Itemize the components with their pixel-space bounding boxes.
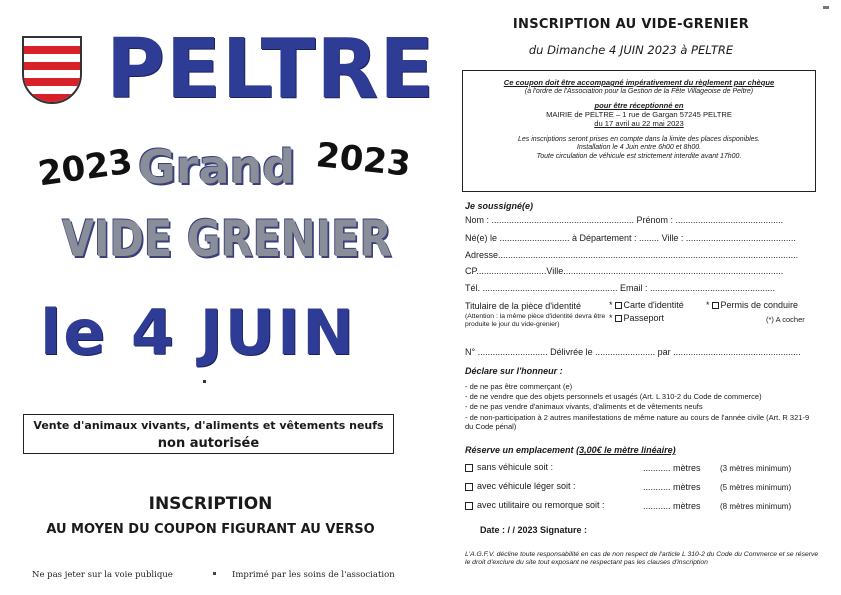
license-option[interactable] xyxy=(706,300,798,310)
date-signature-line[interactable]: Date : / / 2023 Signature : xyxy=(480,525,588,535)
coupon-line-5: du 17 avril au 22 mai 2023 xyxy=(594,119,684,129)
inscription-heading: INSCRIPTION xyxy=(148,494,273,514)
declaration-item-1: - de ne pas être commerçant (e) xyxy=(465,382,573,391)
checkbox-icon[interactable] xyxy=(712,302,719,309)
coupon-line-2: (à l'ordre de l'Association pour la Gestion de la Fête Villageoise de Peltre) xyxy=(524,87,754,95)
phone-email-field[interactable]: Tél. ...................................................... Email : .................................................. xyxy=(465,283,776,293)
option-utility-vehicle-meters[interactable]: ........... mètres xyxy=(643,501,701,511)
document-number-field[interactable]: N° ............................ Délivrée le ........................ par ................................................... xyxy=(465,347,801,357)
star-mark: * xyxy=(609,300,613,310)
option-light-vehicle: avec véhicule léger soit : xyxy=(477,481,576,491)
id-card-label: Carte d'identité xyxy=(623,300,684,310)
checkbox-icon[interactable] xyxy=(615,315,622,322)
name-field[interactable]: Nom : ......................................................... Prénom : ........................................... xyxy=(465,215,784,225)
year-right: 2023 xyxy=(314,135,413,185)
id-holder-label: Titulaire de la pièce d'identité xyxy=(465,301,581,311)
event-date: le 4 JUIN xyxy=(40,296,356,369)
postcode-city-field[interactable]: CP............................Ville........................................................................................ xyxy=(465,266,784,276)
footer-right: Imprimé par les soins de l'association xyxy=(232,570,395,580)
id-note: (Attention : la même pièce d'identité devra être produite le jour du vide-grenier) xyxy=(465,313,606,329)
option-utility-vehicle: avec utilitaire ou remorque soit : xyxy=(477,500,605,510)
declaration-item-2: - de ne vendre que des objets personnels et usagés (Art. L 310-2 du Code de commerce) xyxy=(465,392,762,401)
coupon-line-1: Ce coupon doit être accompagné impérativement du règlement par chèque xyxy=(503,78,775,87)
checkbox-icon[interactable] xyxy=(465,483,473,491)
passport-option[interactable] xyxy=(609,313,664,323)
checkbox-icon[interactable] xyxy=(465,464,473,472)
coupon-line-3: pour être réceptionné en xyxy=(594,101,684,111)
declaration-item-4: - de non-participation à 2 autres manifestations de même nature au cours de l'année civile (Art. R 321-9 du Code pénal) xyxy=(465,413,810,431)
decorative-mark xyxy=(213,572,216,575)
coupon-line-8: Toute circulation de véhicule est strictement interdite avant 17h00. xyxy=(536,152,742,160)
option-light-vehicle-meters[interactable]: ........... mètres xyxy=(643,482,701,492)
option-no-vehicle-meters[interactable]: ........... mètres xyxy=(643,463,701,473)
declaration-heading: Déclare sur l'honneur : xyxy=(465,366,563,376)
coupon-line-4: MAIRIE de PELTRE – 1 rue de Gargan 57245 PELTRE xyxy=(546,110,732,120)
option-utility-vehicle-min: (8 mètres minimum) xyxy=(720,502,792,511)
tick-note: (*) A cocher xyxy=(766,315,805,324)
checkbox-icon[interactable] xyxy=(465,502,473,510)
declaration-item-3: - de ne pas vendre d'animaux vivants, d'aliments et de vêtements neufs xyxy=(465,402,703,411)
passport-label: Passeport xyxy=(623,313,665,323)
scan-mark xyxy=(823,6,829,9)
warning-line-2: non autorisée xyxy=(157,436,260,451)
footer-left: Ne pas jeter sur la voie publique xyxy=(32,570,173,580)
coat-of-arms-icon xyxy=(22,36,82,104)
license-label: Permis de conduire xyxy=(720,300,799,310)
birth-field[interactable]: Né(e) le ............................ à Département : ........ Ville : ............................................ xyxy=(465,233,796,243)
town-title: PELTRE xyxy=(106,22,436,117)
form-subtitle: du Dimanche 4 JUIN 2023 à PELTRE xyxy=(528,43,734,57)
warning-line-1: Vente d'animaux vivants, d'aliments et vêtements neufs xyxy=(33,419,384,432)
star-mark: * xyxy=(706,300,710,310)
vide-grenier-title: VIDE GRENIER xyxy=(62,210,392,268)
disclaimer: L'A.G.F.V. décline toute responsabilité en cas de non respect de l'article L 310-2 du Code du Commerce et se réserve le droit d'exclure du site tout exposant ne respectant pas les clauses d'inscription xyxy=(465,551,819,567)
option-light-vehicle-min: (5 mètres minimum) xyxy=(720,483,792,492)
form-title: INSCRIPTION AU VIDE-GRENIER xyxy=(512,17,750,32)
decorative-dot xyxy=(203,380,206,383)
warning-box xyxy=(23,414,394,454)
grand-label: Grand xyxy=(138,140,296,194)
star-mark: * xyxy=(609,313,613,323)
year-left: 2023 xyxy=(35,141,135,195)
reserve-price: (3,00€ le mètre linéaire) xyxy=(576,445,676,455)
soussigne-label: Je soussigné(e) xyxy=(465,201,534,211)
option-no-vehicle-min: (3 mètres minimum) xyxy=(720,464,792,473)
id-card-option[interactable] xyxy=(609,300,684,310)
reserve-label: Réserve un emplacement xyxy=(465,445,574,455)
coupon-line-6: Les inscriptions seront prises en compte dans la limite des places disponibles. xyxy=(517,136,760,144)
inscription-subheading: AU MOYEN DU COUPON FIGURANT AU VERSO xyxy=(46,522,375,537)
coupon-box xyxy=(462,70,816,192)
option-no-vehicle: sans véhicule soit : xyxy=(477,462,554,472)
reserve-heading xyxy=(465,445,676,455)
address-field[interactable]: Adresse........................................................................................................................ xyxy=(465,250,799,260)
checkbox-icon[interactable] xyxy=(615,302,622,309)
coupon-line-7: Installation le 4 Juin entre 6h00 et 8h00. xyxy=(576,144,702,152)
